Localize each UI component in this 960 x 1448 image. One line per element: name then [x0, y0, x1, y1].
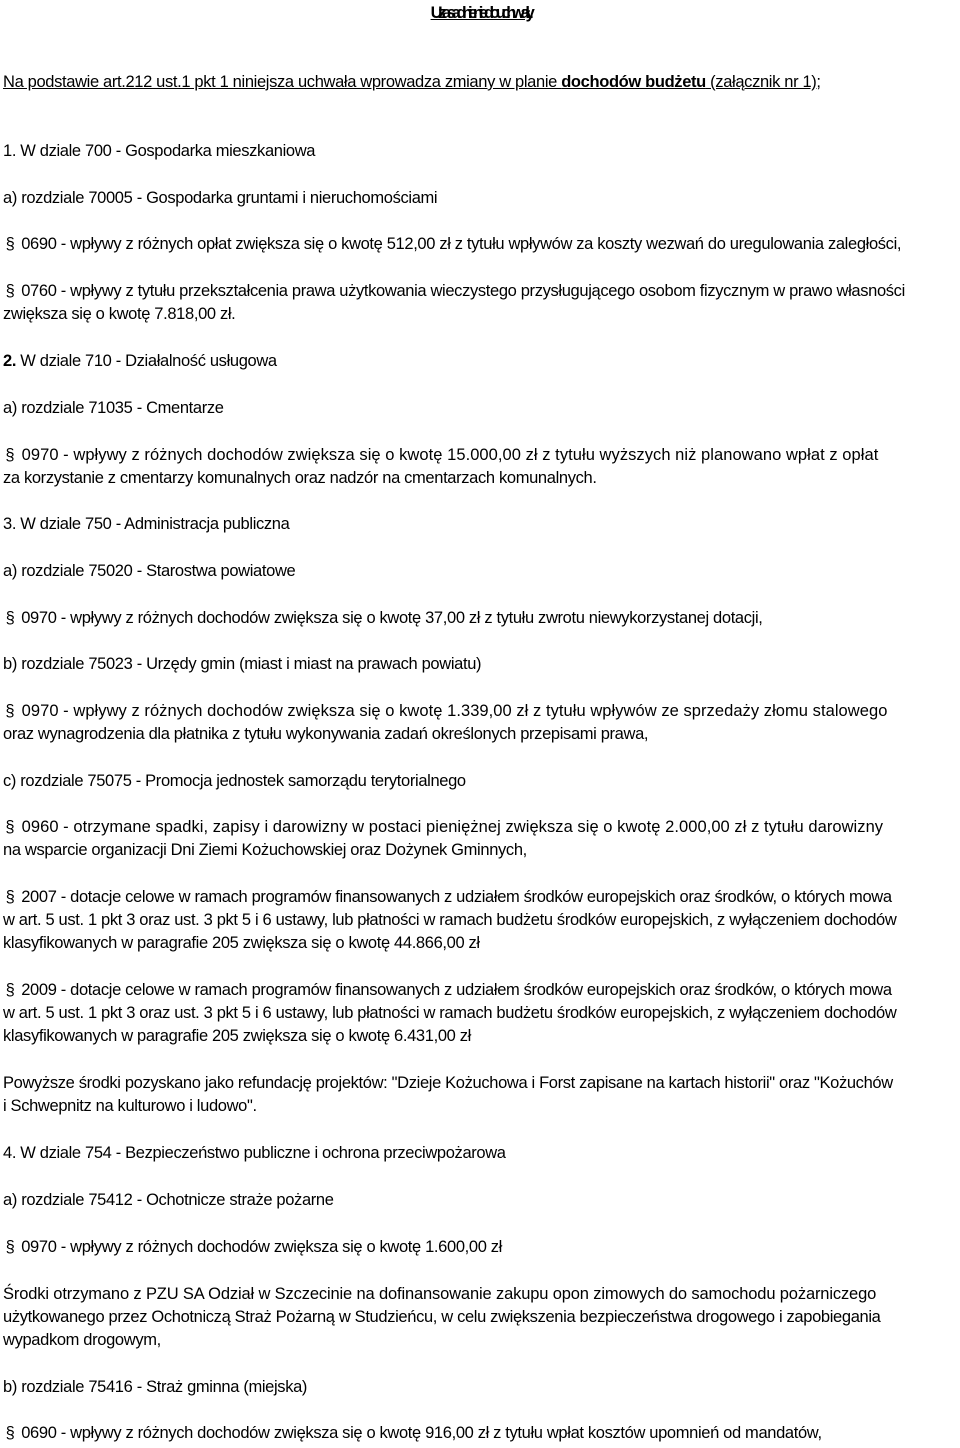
section-4-note: Środki otrzymano z PZU SA Odział w Szczecinie na dofinansowanie zakupu opon zimowych do samochodu pożarniczego	[3, 1285, 877, 1303]
section-1-subsection-a: a) rozdziale 70005 - Gospodarka gruntami i nieruchomościami	[3, 189, 438, 207]
section-3-item-b: § 0970 - wpływy z różnych dochodów zwiększa się o kwotę 1.339,00 zł z tytułu wpływów ze sprzedaży złomu stalowego	[3, 700, 958, 722]
section-sign-icon: §	[5, 446, 15, 464]
section-3-item-2009-cont-2: klasyfikowanych w paragrafie 205 zwiększa się o kwotę 6.431,00 zł	[3, 1027, 471, 1045]
section-3-subsection-c: c) rozdziale 75075 - Promocja jednostek samorządu terytorialnego	[3, 772, 466, 790]
section-3-item-2007: § 2007 - dotacje celowe w ramach programów finansowanych z udziałem środków europejskich oraz środków, o których mowa	[3, 886, 958, 908]
section-3-item-c-cont: na wsparcie organizacji Dni Ziemi Kożuchowskiej oraz Dożynek Gminnych,	[3, 841, 527, 859]
section-2-subsection-a: a) rozdziale 71035 - Cmentarze	[3, 399, 224, 417]
section-1-heading: 1. W dziale 700 - Gospodarka mieszkaniowa	[3, 142, 316, 160]
section-3-heading: 3. W dziale 750 - Administracja publiczna	[3, 515, 290, 533]
section-3-subsection-a: a) rozdziale 75020 - Starostwa powiatowe	[3, 562, 296, 580]
intro-text-a: Na podstawie art.212 ust.1 pkt 1 niniejsza uchwała wprowadza zmiany w planie	[3, 73, 562, 91]
section-4-note-cont-2: wypadkom drogowym,	[3, 1331, 161, 1349]
section-sign-icon: §	[5, 981, 15, 999]
section-1-item-0760-cont: zwiększa się o kwotę 7.818,00 zł.	[3, 305, 236, 323]
intro-paragraph	[3, 71, 958, 93]
section-4-item-b: § 0690 - wpływy z różnych dochodów zwiększa się o kwotę 916,00 zł z tytułu wpłat kosztów upomnień od mandatów,	[3, 1422, 958, 1444]
section-3-note: Powyższe środki pozyskano jako refundację projektów: "Dzieje Kożuchowa i Forst zapisane na kartach historii" oraz "Kożuchów	[3, 1074, 893, 1092]
section-4-item-a: § 0970 - wpływy z różnych dochodów zwiększa się o kwotę 1.600,00 zł	[3, 1236, 958, 1258]
section-1-item-0690: § 0690 - wpływy z różnych opłat zwiększa się o kwotę 512,00 zł z tytułu wpływów za koszty wezwań do uregulowania zaległości,	[3, 233, 958, 255]
section-4-subsection-a: a) rozdziale 75412 - Ochotnicze straże pożarne	[3, 1191, 334, 1209]
section-3-item-c: § 0960 - otrzymane spadki, zapisy i darowizny w postaci pieniężnej zwiększa się o kwotę 2.000,00 zł z tytułu darowizny	[3, 816, 958, 838]
section-3-item-2009-cont-1: w art. 5 ust. 1 pkt 3 oraz ust. 3 pkt 5 i 6 ustawy, lub płatności w ramach budżetu środków europejskich, z wyłączeniem dochodów	[3, 1004, 897, 1022]
section-4-subsection-b: b) rozdziale 75416 - Straż gminna (miejska)	[3, 1378, 308, 1396]
section-3-note-cont: i Schwepnitz na kulturowo i ludowo".	[3, 1097, 257, 1115]
section-sign-icon: §	[5, 888, 15, 906]
section-2-item-0970: § 0970 - wpływy z różnych dochodów zwiększa się o kwotę 15.000,00 zł z tytułu wyższych niż planowano wpłat z opłat	[3, 444, 958, 466]
intro-text-bold: dochodów budżetu	[561, 73, 706, 91]
section-sign-icon: §	[5, 702, 15, 720]
section-sign-icon: §	[5, 1238, 15, 1256]
section-3-item-a: § 0970 - wpływy z różnych dochodów zwiększa się o kwotę 37,00 zł z tytułu zwrotu niewykorzystanej dotacji,	[3, 607, 958, 629]
section-3-subsection-b: b) rozdziale 75023 - Urzędy gmin (miast i miast na prawach powiatu)	[3, 655, 482, 673]
section-3-item-2007-cont-1: w art. 5 ust. 1 pkt 3 oraz ust. 3 pkt 5 i 6 ustawy, lub płatności w ramach budżetu środków europejskich, z wyłączeniem dochodów	[3, 911, 897, 929]
section-4-note-cont-1: użytkowanego przez Ochotniczą Straż Pożarną w Studzieńcu, w celu zwiększenia bezpieczeństwa drogowego i zapobiegania	[3, 1308, 881, 1326]
section-sign-icon: §	[5, 282, 15, 300]
section-3-item-b-cont: oraz wynagrodzenia dla płatnika z tytułu wykonywania zadań określonych przepisami prawa,	[3, 725, 649, 743]
section-4-heading: 4. W dziale 754 - Bezpieczeństwo publiczne i ochrona przeciwpożarowa	[3, 1144, 506, 1162]
section-3-item-2009: § 2009 - dotacje celowe w ramach programów finansowanych z udziałem środków europejskich oraz środków, o których mowa	[3, 979, 958, 1001]
section-sign-icon: §	[5, 235, 15, 253]
section-2-heading: 2. W dziale 710 - Działalność usługowa	[3, 352, 277, 370]
section-sign-icon: §	[5, 818, 15, 836]
section-sign-icon: §	[5, 1424, 15, 1442]
section-3-item-2007-cont-2: klasyfikowanych w paragrafie 205 zwiększa się o kwotę 44.866,00 zł	[3, 934, 480, 952]
document-title: Uzasadnienie do uchwały.	[430, 4, 530, 22]
section-2-item-0970-cont: za korzystanie z cmentarzy komunalnych oraz nadzór na cmentarzach komunalnych.	[3, 469, 597, 487]
section-1-item-0760: § 0760 - wpływy z tytułu przekształcenia prawa użytkowania wieczystego przysługującego osobom fizycznym w prawo własności	[3, 280, 958, 302]
intro-text-c: (załącznik nr 1);	[705, 73, 821, 91]
section-sign-icon: §	[5, 609, 15, 627]
